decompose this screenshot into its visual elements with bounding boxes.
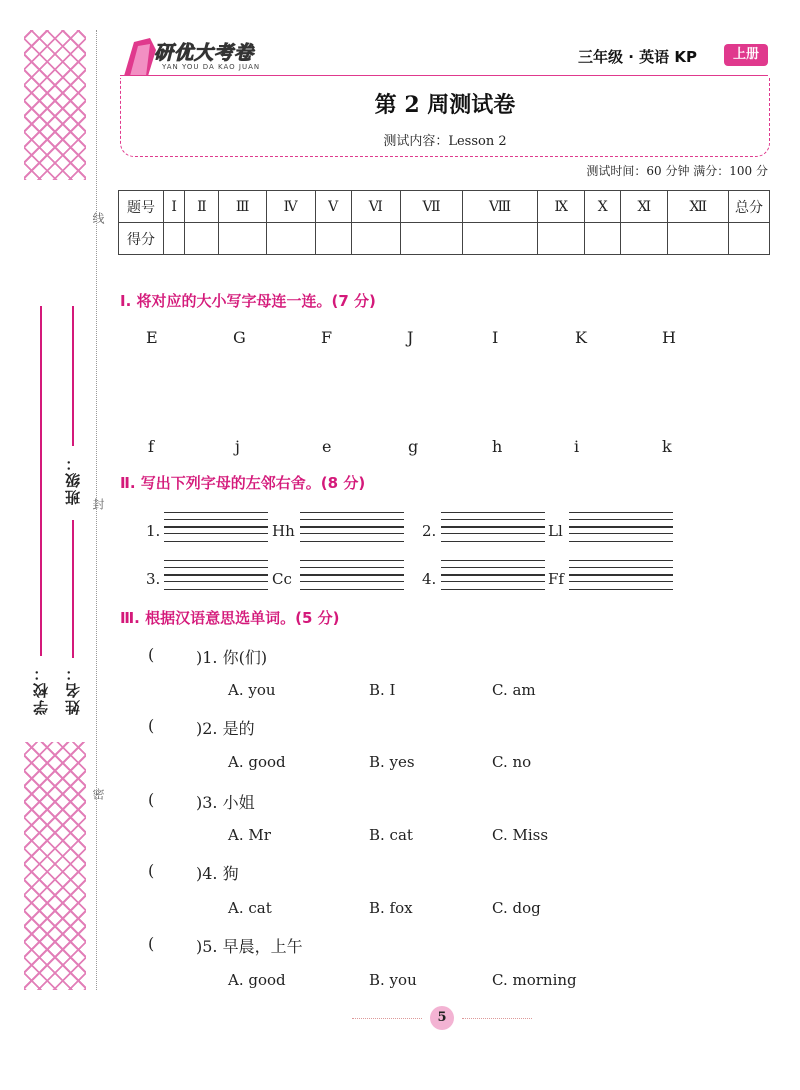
score-cell[interactable] [315, 223, 351, 255]
score-table [118, 190, 770, 255]
lowercase-letter[interactable]: f [148, 437, 154, 456]
table-header-cell: Ⅳ [266, 191, 315, 223]
table-header-cell: 题号 [119, 191, 164, 223]
table-header-cell: Ⅹ [585, 191, 621, 223]
section-1-heading: Ⅰ. 将对应的大小写字母连一连。(7 分) [120, 292, 376, 310]
option-b[interactable]: B. cat [369, 826, 413, 844]
option-b[interactable]: B. fox [369, 899, 413, 917]
writing-lines[interactable] [441, 574, 545, 590]
table-header-cell: Ⅸ [538, 191, 585, 223]
option-c[interactable]: C. no [492, 753, 532, 771]
page-number-dots-left [352, 1018, 422, 1019]
writing-lines[interactable] [300, 526, 404, 542]
uppercase-letter[interactable]: G [233, 328, 246, 347]
class-field[interactable] [72, 306, 74, 446]
question-stem: )5. 早晨，上午 [196, 937, 303, 956]
score-cell[interactable] [351, 223, 400, 255]
question-stem: )1. 你(们) [196, 648, 268, 667]
table-cell: 得分 [119, 223, 164, 255]
question-stem: )3. 小姐 [196, 793, 255, 812]
section-2-heading: Ⅱ. 写出下列字母的左邻右舍。(8 分) [120, 474, 366, 492]
score-cell[interactable] [164, 223, 185, 255]
option-b[interactable]: B. I [369, 681, 396, 699]
option-b[interactable]: B. you [369, 971, 417, 989]
title-box [120, 78, 770, 157]
table-header-cell: 总分 [729, 191, 770, 223]
test-content: 测试内容：Lesson 2 [383, 134, 507, 149]
page-number: 5 [430, 1006, 454, 1030]
table-row [119, 191, 770, 223]
volume-badge: 上册 [724, 44, 768, 66]
name-field[interactable] [72, 520, 74, 658]
name-label: 姓名： [64, 664, 82, 715]
given-letter: Ll [548, 522, 563, 540]
question-stem: )2. 是的 [196, 719, 255, 738]
page-title: 第 2 周测试卷 [374, 92, 516, 118]
option-a[interactable]: A. good [228, 971, 286, 989]
table-header-cell: Ⅻ [668, 191, 729, 223]
uppercase-letter[interactable]: K [575, 328, 587, 347]
lowercase-letter[interactable]: j [235, 437, 240, 456]
score-cell[interactable] [585, 223, 621, 255]
table-header-cell: Ⅱ [185, 191, 219, 223]
uppercase-letter[interactable]: J [407, 328, 414, 347]
score-cell[interactable] [266, 223, 315, 255]
answer-paren[interactable]: ( [148, 861, 155, 880]
class-label: 班级： [64, 454, 82, 505]
uppercase-letter[interactable]: I [492, 328, 499, 347]
writing-lines[interactable] [164, 574, 268, 590]
score-cell[interactable] [729, 223, 770, 255]
item-number: 4. [422, 570, 437, 588]
writing-lines[interactable] [569, 526, 673, 542]
time-info: 测试时间：60 分钟 满分：100 分 [586, 164, 768, 178]
cut-line-char: 线 [91, 212, 105, 224]
table-row [119, 223, 770, 255]
grade-subject: 三年级 · 英语 KP [578, 48, 697, 66]
logo [120, 36, 280, 78]
lowercase-letter[interactable]: g [408, 437, 419, 456]
option-b[interactable]: B. yes [369, 753, 415, 771]
table-header-cell: Ⅶ [400, 191, 462, 223]
logo-title: 研优大考卷 [154, 42, 255, 64]
answer-paren[interactable]: ( [148, 934, 155, 953]
section-3-heading: Ⅲ. 根据汉语意思选单词。(5 分) [120, 609, 340, 627]
question-stem: )4. 狗 [196, 864, 239, 883]
table-header-cell: Ⅺ [621, 191, 668, 223]
score-cell[interactable] [668, 223, 729, 255]
option-a[interactable]: A. you [228, 681, 276, 699]
lowercase-letter[interactable]: e [322, 437, 332, 456]
cut-line [96, 30, 97, 990]
given-letter: Hh [272, 522, 295, 540]
logo-subtitle: YAN YOU DA KAO JUAN [162, 63, 261, 71]
margin-pattern-top [24, 30, 86, 180]
cut-line-char: 封 [91, 498, 105, 510]
option-c[interactable]: C. am [492, 681, 536, 699]
given-letter: Cc [272, 570, 292, 588]
cut-line-char: 密 [91, 788, 105, 800]
writing-lines[interactable] [300, 574, 404, 590]
uppercase-letter[interactable]: H [662, 328, 676, 347]
score-cell[interactable] [219, 223, 266, 255]
given-letter: Ff [548, 570, 564, 588]
item-number: 3. [146, 570, 161, 588]
lowercase-letter[interactable]: k [662, 437, 672, 456]
item-number: 2. [422, 522, 437, 540]
header-rule [120, 75, 768, 76]
school-label: 学校： [32, 664, 50, 715]
option-a[interactable]: A. cat [228, 899, 272, 917]
table-header-cell: Ⅵ [351, 191, 400, 223]
writing-lines[interactable] [569, 574, 673, 590]
option-c[interactable]: C. Miss [492, 826, 549, 844]
school-field[interactable] [40, 306, 42, 656]
table-header-cell: Ⅲ [219, 191, 266, 223]
answer-paren[interactable]: ( [148, 645, 155, 664]
item-number: 1. [146, 522, 161, 540]
option-a[interactable]: A. good [228, 753, 286, 771]
page-number-dots-right [462, 1018, 532, 1019]
table-header-cell: Ⅴ [315, 191, 351, 223]
option-c[interactable]: C. dog [492, 899, 541, 917]
answer-paren[interactable]: ( [148, 790, 155, 809]
uppercase-letter[interactable]: F [321, 328, 333, 347]
score-cell[interactable] [538, 223, 585, 255]
option-a[interactable]: A. Mr [228, 826, 271, 844]
uppercase-letter[interactable]: E [146, 328, 158, 347]
table-header-cell: Ⅷ [463, 191, 538, 223]
margin-pattern-bottom [24, 742, 86, 990]
score-cell[interactable] [463, 223, 538, 255]
score-cell[interactable] [400, 223, 462, 255]
table-header-cell: Ⅰ [164, 191, 185, 223]
score-cell[interactable] [621, 223, 668, 255]
lowercase-letter[interactable]: h [492, 437, 503, 456]
score-cell[interactable] [185, 223, 219, 255]
answer-paren[interactable]: ( [148, 716, 155, 735]
option-c[interactable]: C. morning [492, 971, 577, 989]
writing-lines[interactable] [441, 526, 545, 542]
writing-lines[interactable] [164, 526, 268, 542]
lowercase-letter[interactable]: i [574, 437, 580, 456]
